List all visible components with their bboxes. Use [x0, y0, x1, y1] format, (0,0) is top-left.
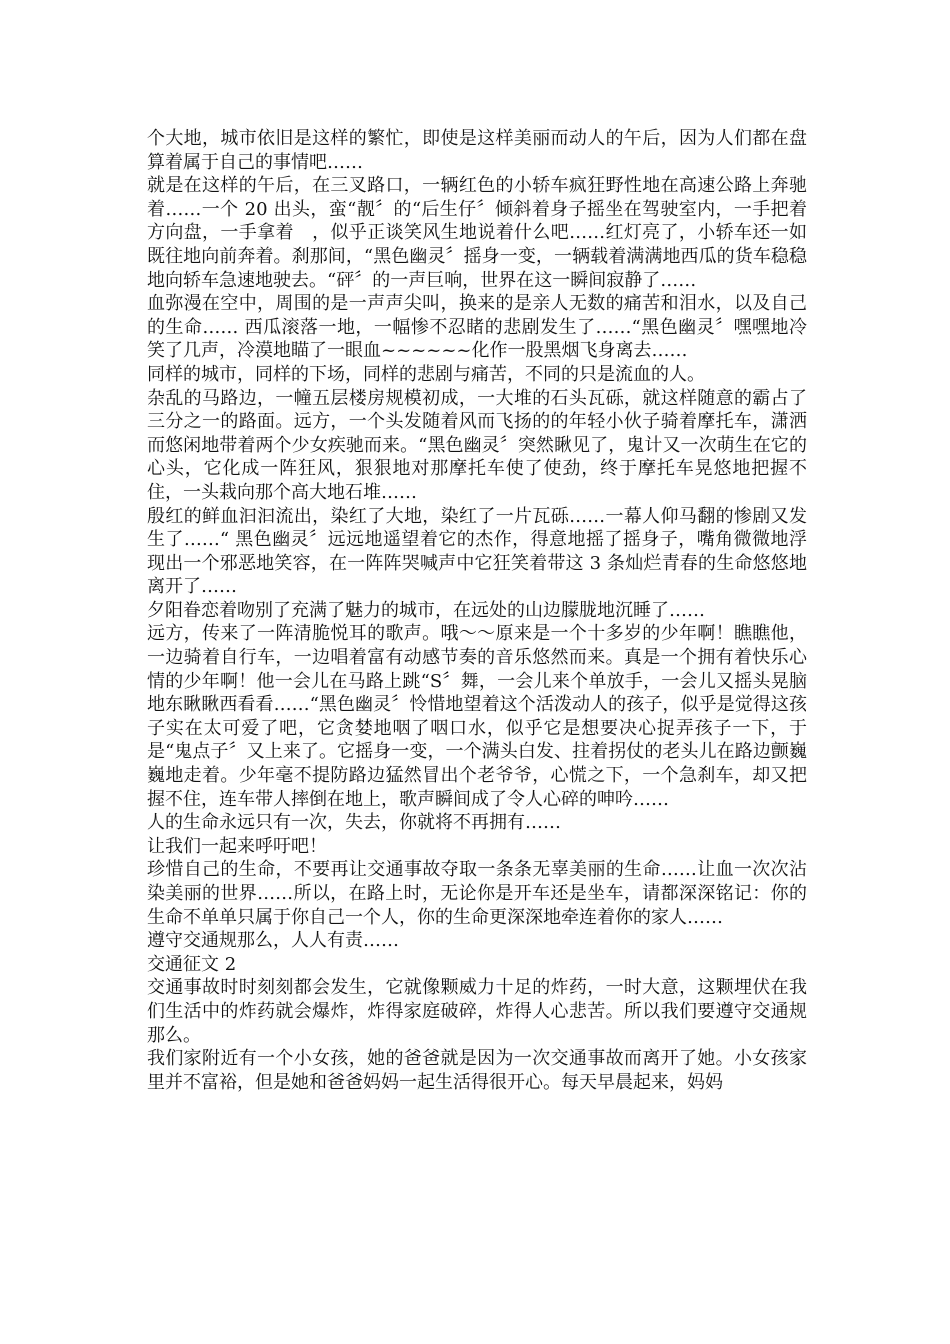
- paragraph-4: 同样的城市，同样的下场，同样的悲剧与痛苦，不同的只是流血的人。: [147, 363, 705, 385]
- section-heading: 交通征文 2: [147, 953, 237, 975]
- paragraph-3: 血弥漫在空中，周围的是一声声尖叫，换来的是亲人无数的痛苦和泪水，以及自己的生命…… 西瓜滚落一地，一幅惨不忍睹的悲剧发生了……“黑色幽灵〞嘿嘿地冷笑了几声，冷漠地瞄了一眼血~~~~~~化作一股黑烟飞身离去……: [147, 293, 807, 362]
- paragraph-10: 让我们一起来呼吁吧！: [147, 835, 327, 857]
- paragraph-15: 我们家附近有一个小女孩，她的爸爸就是因为一次交通事故而离开了她。小女孩家里并不富裕，但是她和爸爸妈妈一起生活得很开心。每天早晨起来，妈妈: [147, 1048, 807, 1093]
- paragraph-6: 殷红的鲜血汩汩流出，染红了大地，染红了一片瓦砾……一幕人仰马翻的惨剧又发生了……“ 黑色幽灵〞远远地遥望着它的杰作，得意地摇了摇身子，嘴角微微地浮现出一个邪恶地笑容，在一阵阵哭喊声中它狂笑着带这 3 条灿烂青春的生命悠悠地离开了……: [147, 505, 807, 598]
- paragraph-2: 就是在这样的午后，在三叉路口，一辆红色的小轿车疯狂野性地在高速公路上奔驰着……一个 20 出头，蛮“靓〞的“后生仔〞倾斜着身子摇坐在驾驶室内，一手把着方向盘，一手拿着 ，似乎正谈笑风生地说着什么吧……红灯亮了，小轿车还一如既往地向前奔着。刹那间，“黑色幽灵〞摇身一变，一辆载着满满地西瓜的货车稳稳地向轿车急速地驶去。“砰〞的一声巨响，世界在这一瞬间寂静了……: [147, 175, 807, 291]
- paragraph-12: 遵守交通规那么，人人有责……: [147, 930, 399, 952]
- paragraph-11: 珍惜自己的生命，不要再让交通事故夺取一条条无辜美丽的生命……让血一次次沾染美丽的世界……所以，在路上时，无论你是开车还是坐车，请都深深铭记：你的生命不单单只属于你自己一个人，你的生命更深深地牵连着你的家人……: [147, 859, 807, 928]
- paragraph-14: 交通事故时时刻刻都会发生，它就像颗威力十足的炸药，一时大意，这颗埋伏在我们生活中的炸药就会爆炸，炸得家庭破碎，炸得人心悲苦。所以我们要遵守交通规那么。: [147, 977, 807, 1046]
- paragraph-5: 杂乱的马路边，一幢五层楼房规模初成，一大堆的石头瓦砾，就这样随意的霸占了三分之一的路面。远方，一个头发随着风而飞扬的的年轻小伙子骑着摩托车，潇洒而悠闲地带着两个少女疾驰而来。“黑色幽灵〞突然瞅见了，鬼计又一次萌生在它的心头，它化成一阵狂风，狠狠地对那摩托车使了使劲，终于摩托车晃悠地把握不住，一头栽向那个高大地石堆……: [147, 387, 807, 503]
- paragraph-7: 夕阳眷恋着吻别了充满了魅力的城市，在远处的山边朦胧地沉睡了……: [147, 599, 705, 621]
- paragraph-1: 个大地，城市依旧是这样的繁忙，即使是这样美丽而动人的午后，因为人们都在盘算着属于自己的事情吧……: [147, 128, 807, 173]
- paragraph-8: 远方，传来了一阵清脆悦耳的歌声。哦～～原来是一个十多岁的少年啊！瞧瞧他，一边骑着自行车，一边唱着富有动感节奏的音乐悠然而来。真是一个拥有着快乐心情的少年啊！他一会儿在马路上跳“S〞舞，一会儿来个单放手，一会儿又摇头晃脑地东瞅瞅西看看……“黑色幽灵〞怜惜地望着这个活泼动人的孩子，似乎是觉得这孩子实在太可爱了吧，它贪婪地咽了咽口水，似乎它是想要决心捉弄孩子一下，于是“鬼点子〞又上来了。它摇身一变，一个满头白发、拄着拐仗的老头儿在路边颤巍巍地走着。少年毫不提防路边猛然冒出个老爷爷，心慌之下，一个急刹车，却又把握不住，连车带人摔倒在地上，歌声瞬间成了令人心碎的呻吟……: [147, 623, 807, 810]
- document-body: [147, 127, 807, 1094]
- paragraph-9: 人的生命永远只有一次，失去，你就将不再拥有……: [147, 812, 561, 834]
